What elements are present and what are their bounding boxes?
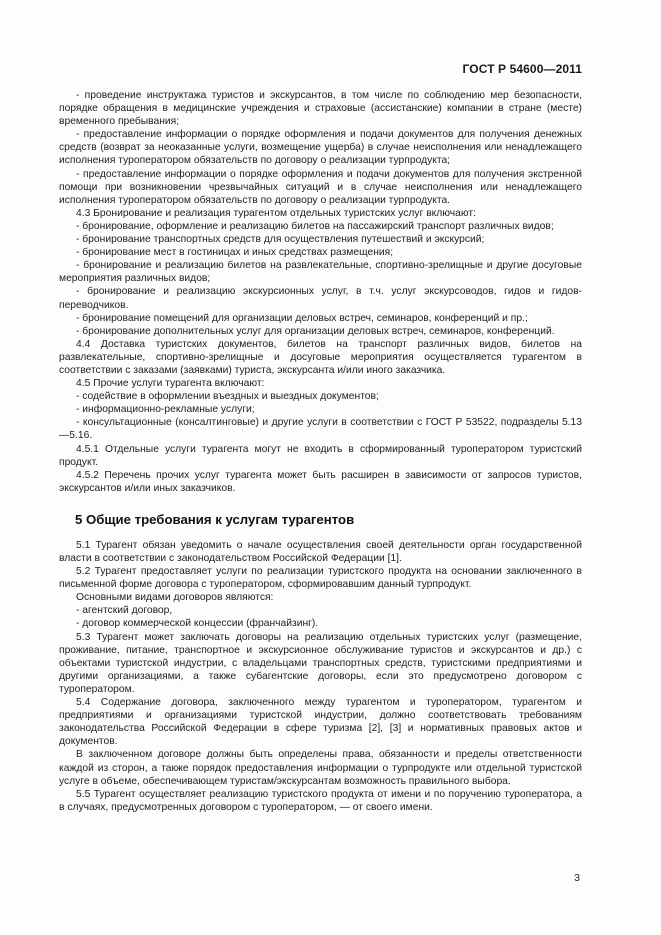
list-item: - содействие в оформлении въездных и выездных документов; bbox=[76, 391, 379, 403]
paragraph: В заключенном договоре должны быть определены права, обязанности и пределы ответственности каждой из сторон, а также порядок предоставления информации о турпродукте или отдельной туристской услуге в объеме, обеспечивающем туристам/экскурсантам возможность правильного выбора. bbox=[59, 749, 582, 787]
list-item: - бронирование помещений для организации деловых встреч, семинаров, конференций и пр.; bbox=[76, 312, 528, 324]
clause-4-3: 4.3 Бронирование и реализация турагентом отдельных туристских услуг включают: bbox=[76, 207, 476, 219]
paragraph: Основными видами договоров являются: bbox=[76, 592, 274, 604]
clause-5-5: 5.5 Турагент осуществляет реализацию туристского продукта от имени и по поручению туроператора, а в случаях, предусмотренных договором с туроператором, — от своего имени. bbox=[59, 788, 582, 813]
document-body bbox=[59, 89, 582, 814]
list-item: - консультационные (консалтинговые) и другие услуги в соответствии с ГОСТ Р 53522, подразделы 5.13—5.16. bbox=[59, 417, 582, 442]
list-item: - бронирование и реализацию экскурсионных услуг, в т.ч. услуг экскурсоводов, гидов и гидов-переводчиков. bbox=[59, 286, 582, 311]
list-item: - бронирование дополнительных услуг для организации деловых встреч, семинаров, конференций. bbox=[76, 325, 555, 337]
list-item: - информационно-рекламные услуги; bbox=[76, 404, 255, 416]
section-5-title: 5 Общие требования к услугам турагентов bbox=[75, 511, 355, 527]
list-item: - бронирование и реализацию билетов на развлекательные, спортивно-зрелищные и другие досуговые мероприятия различных видов; bbox=[59, 260, 582, 285]
clause-4-5: 4.5 Прочие услуги турагента включают: bbox=[76, 378, 265, 390]
list-item: - договор коммерческой концессии (франчайзинг). bbox=[76, 618, 319, 630]
paragraph: - проведение инструктажа туристов и экскурсантов, в том числе по соблюдению мер безопасности, порядке обращения в медицинские учреждения и страховые (ассистанские) компании в стране (месте) временного пребывания; bbox=[59, 90, 582, 128]
document-code-header: ГОСТ Р 54600—2011 bbox=[462, 62, 582, 76]
paragraph: - предоставление информации о порядке оформления и подачи документов для получения экстренной помощи при возникновении чрезвычайных ситуаций и в случае неисполнения или ненадлежащего исполнения туроператором обязательств по договору о реализации турпродукта. bbox=[59, 168, 582, 206]
clause-4-5-1: 4.5.1 Отдельные услуги турагента могут не входить в сформированный туроператором туристский продукт. bbox=[59, 443, 582, 468]
clause-5-4: 5.4 Содержание договора, заключенного между турагентом и туроператором, турагентом и предприятиями и организациями туристской индустрии, должно соответствовать требованиям законодательства Российской Федерации в сфере туризма [2], [3] и нормативных правовых актов и документов. bbox=[59, 697, 582, 748]
clause-5-3: 5.3 Турагент может заключать договоры на реализацию отдельных туристских услуг (размещение, проживание, питание, транспортное и экскурсионное обслуживание туристов и экскурсантов и др.) с объектами туристской индустрии, с владельцами транспортных средств, туристскими предприятиями и другими организациями, а также субагентские договоры, если это предусмотрено договором с туроператором. bbox=[59, 631, 582, 695]
clause-4-4: 4.4 Доставка туристских документов, билетов на транспорт различных видов, билетов на развлекательные, спортивно-зрелищные и досуговые мероприятия осуществляется турагентом в соответствии с заказами (заявками) туриста, экскурсанта и/или иного заказчика. bbox=[59, 338, 582, 376]
clause-5-1: 5.1 Турагент обязан уведомить о начале осуществления своей деятельности орган государственной власти в соответствии с законодательством Российской Федерации [1]. bbox=[59, 539, 582, 564]
list-item: - бронирование мест в гостиницах и иных средствах размещения; bbox=[76, 247, 394, 259]
list-item: - бронирование, оформление и реализацию билетов на пассажирский транспорт различных видов; bbox=[76, 220, 554, 232]
paragraph: - предоставление информации о порядке оформления и подачи документов для получения денежных средств (возврат за неоказанные услуги, возмещение ущерба) в случае неисполнения или ненадлежащего исполнения туроператором обязательств по договору о реализации турпродукта; bbox=[59, 129, 582, 167]
list-item: - агентский договор, bbox=[76, 605, 173, 617]
page-number: 3 bbox=[574, 872, 580, 884]
clause-4-5-2: 4.5.2 Перечень прочих услуг турагента может быть расширен в зависимости от запросов туристов, экскурсантов и/или иных заказчиков. bbox=[59, 469, 582, 494]
list-item: - бронирование транспортных средств для осуществления путешествий и экскурсий; bbox=[76, 234, 485, 246]
clause-5-2: 5.2 Турагент предоставляет услуги по реализации туристского продукта на основании заключенного в письменной форме договора с туроператором, сформировавшим данный турпродукт. bbox=[59, 566, 582, 591]
